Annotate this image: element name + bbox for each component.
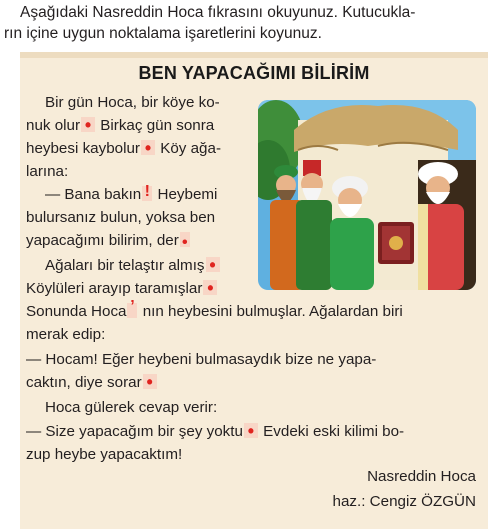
story-line-7: yapacağımı bilirim, der • (26, 229, 191, 252)
punctuation-box: • (141, 140, 155, 155)
punctuation-box: • (244, 423, 258, 438)
story-line-9: Köylüleri arayıp taramışlar • (26, 277, 218, 300)
signature-author: Nasreddin Hoca (367, 468, 476, 485)
story-line-2: nuk olur • Birkaç gün sonra (26, 115, 215, 135)
story-line-8: Ağaları bir telaştır almış • (45, 254, 221, 277)
story-line-4: larına: (26, 163, 69, 180)
punctuation-box: • (206, 257, 220, 272)
story-title: BEN YAPACAĞIMI BİLİRİM (138, 63, 370, 83)
card-top-band (20, 52, 488, 58)
punctuation-box: ʼ (127, 303, 137, 318)
punctuation-box: • (81, 117, 95, 132)
story-line-13: caktın, diye sorar • (26, 371, 158, 394)
instruction-line-2: rın içine uygun noktalama işaretlerini koyunuz. (4, 25, 322, 42)
punctuation-box: • (143, 374, 157, 389)
story-line-3: heybesi kaybolur • Köy ağa- (26, 138, 222, 158)
signature-editor: haz.: Cengiz ÖZGÜN (332, 493, 476, 510)
punctuation-box: • (203, 280, 217, 295)
story-line-10: Sonunda Hoca ʼ nın heybesini bulmuşlar. Ağalardan biri (26, 298, 403, 320)
story-line-12: — Hocam! Eğer heybeni bulmasaydık bize ne yapa- (26, 351, 377, 368)
story-line-5: — Bana bakın ! Heybemi (45, 183, 218, 203)
story-line-16: zup heybe yapacaktım! (26, 446, 183, 463)
story-line-11: merak edip: (26, 326, 106, 343)
instruction-text (4, 2, 485, 44)
instruction-line-1: Aşağıdaki Nasreddin Hoca fıkrasını okuyunuz. Kutucukla- (20, 4, 416, 21)
story-illustration (258, 100, 476, 290)
story-line-14: Hoca gülerek cevap verir: (45, 399, 218, 416)
story-line-1: Bir gün Hoca, bir köye ko- (45, 94, 220, 111)
illustration-scene (258, 100, 476, 290)
story-line-15: — Size yapacağım bir şey yoktu • Evdeki eski kilimi bo- (26, 421, 405, 441)
punctuation-box: • (180, 232, 190, 247)
story-line-6: bulursanız bulun, yoksa ben (26, 209, 216, 226)
punctuation-box: ! (142, 186, 152, 201)
